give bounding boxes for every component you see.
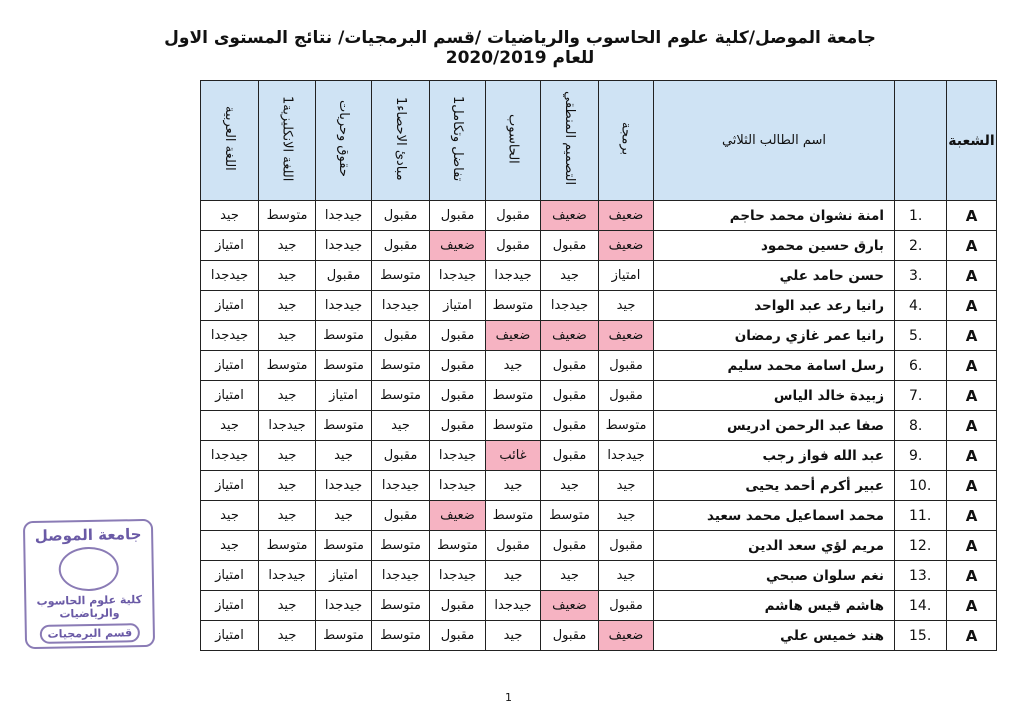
table-row [201,501,997,531]
grade-cell: مقبول [541,231,599,261]
grade-cell: جيد [201,501,259,531]
header-row [201,81,997,201]
grade-cell: جيدجدا [316,231,372,261]
section-cell: A [947,411,997,441]
grade-cell: جيد [316,501,372,531]
grade-cell: مقبول [430,591,486,621]
grade-cell: ضعيف [599,321,654,351]
grade-cell: متوسط [372,381,430,411]
grade-cell: جيدجدا [430,441,486,471]
section-cell: A [947,561,997,591]
header-subject [541,81,599,201]
student-name-cell: امنة نشوان محمد حاجم [654,201,895,231]
student-name-cell: رسل اسامة محمد سليم [654,351,895,381]
student-name-cell: هند خميس علي [654,621,895,651]
grade-cell: جيدجدا [259,561,316,591]
grade-cell: جيد [259,231,316,261]
row-number-cell: 15. [895,621,947,651]
table-row [201,261,997,291]
stamp-seal-emblem [58,546,119,591]
grade-cell: غائب [486,441,541,471]
row-number-cell: 6. [895,351,947,381]
section-cell: A [947,321,997,351]
subject-label: التصميم المنطقي [562,91,577,186]
grade-cell: جيد [599,561,654,591]
grade-cell: جيدجدا [430,471,486,501]
grade-cell: جيدجدا [372,291,430,321]
header-subject [201,81,259,201]
grade-cell: جيد [541,261,599,291]
results-table [200,80,997,651]
grade-cell: متوسط [486,291,541,321]
grade-cell: جيد [486,561,541,591]
grade-cell: جيدجدا [201,261,259,291]
subject-label: الحاسوب [505,113,521,164]
grade-cell: جيدجدا [316,471,372,501]
header-section [947,81,997,201]
student-name-cell: رانيا رعد عبد الواحد [654,291,895,321]
section-cell: A [947,381,997,411]
grade-cell: جيد [201,411,259,441]
row-number-cell: 7. [895,381,947,411]
grade-cell: جيد [541,561,599,591]
grade-cell: متوسط [372,351,430,381]
grade-cell: متوسط [372,621,430,651]
grade-cell: مقبول [372,501,430,531]
section-cell: A [947,261,997,291]
row-number-cell: 8. [895,411,947,441]
stamp-university: جامعة الموصل [34,525,142,545]
grade-cell: امتياز [316,381,372,411]
header-name-label: اسم الطالب الثلاثي [721,133,827,148]
header-subject [316,81,372,201]
section-cell: A [947,591,997,621]
grade-cell: مقبول [599,381,654,411]
grade-cell: ضعيف [541,321,599,351]
grade-cell: مقبول [430,411,486,441]
table-row [201,381,997,411]
section-cell: A [947,201,997,231]
section-cell: A [947,291,997,321]
section-cell: A [947,441,997,471]
grade-cell: متوسط [430,531,486,561]
grade-cell: متوسط [486,501,541,531]
subject-label: اللغة الانكليزية1 [279,95,295,182]
grade-cell: متوسط [486,411,541,441]
table-row [201,561,997,591]
grade-cell: جيد [201,531,259,561]
grade-cell: ضعيف [486,321,541,351]
grade-cell: مقبول [372,201,430,231]
section-cell: A [947,531,997,561]
student-name-cell: هاشم قيس هاشم [654,591,895,621]
grade-cell: جيد [259,591,316,621]
grade-cell: جيد [599,501,654,531]
row-number-cell: 3. [895,261,947,291]
grade-cell: جيدجدا [372,561,430,591]
stamp-college: كلية علوم الحاسوب والرياضيات [36,593,143,621]
section-cell: A [947,621,997,651]
grade-cell: مقبول [541,381,599,411]
grade-cell: جيد [599,471,654,501]
header-subject [259,81,316,201]
grade-cell: متوسط [259,531,316,561]
grade-cell: جيد [486,621,541,651]
grade-cell: متوسط [372,261,430,291]
row-number-cell: 1. [895,201,947,231]
grade-cell: جيد [259,441,316,471]
grade-cell: مقبول [541,531,599,561]
student-name-cell: زبيدة خالد الياس [654,381,895,411]
grade-cell: جيدجدا [201,441,259,471]
document-title: جامعة الموصل/كلية علوم الحاسوب والرياضيات /قسم البرمجيات/ نتائج المستوى الاول للعام 2020/2019 [164,28,876,68]
grade-cell: جيد [316,441,372,471]
grade-cell: جيد [486,351,541,381]
grade-cell: جيد [259,381,316,411]
stamp-department: قسم البرمجيات [40,623,140,644]
grade-cell: متوسط [486,381,541,411]
header-subject [599,81,654,201]
grade-cell: متوسط [316,531,372,561]
grade-cell: جيدجدا [259,411,316,441]
grade-cell: جيد [259,501,316,531]
grade-cell: مقبول [316,261,372,291]
grade-cell: مقبول [486,201,541,231]
table-row [201,441,997,471]
student-name-cell: حسن حامد علي [654,261,895,291]
grade-cell: مقبول [541,621,599,651]
grade-cell: امتياز [201,471,259,501]
student-name-cell: محمد اسماعيل محمد سعيد [654,501,895,531]
grade-cell: امتياز [201,291,259,321]
header-subject [486,81,541,201]
grade-cell: امتياز [201,591,259,621]
subject-label: مبادئ الاحصاء1 [393,96,408,181]
grade-cell: مقبول [430,381,486,411]
grade-cell: جيدجدا [486,261,541,291]
grade-cell: جيدجدا [430,561,486,591]
grade-cell: امتياز [599,261,654,291]
grade-cell: جيدجدا [316,201,372,231]
table-row [201,591,997,621]
grade-cell: جيدجدا [316,591,372,621]
grade-cell: امتياز [430,291,486,321]
grade-cell: مقبول [599,591,654,621]
section-cell: A [947,471,997,501]
header-name [654,81,895,201]
grade-cell: متوسط [316,411,372,441]
table-row [201,471,997,501]
page-number: 1 [505,691,512,704]
grade-cell: امتياز [201,561,259,591]
grade-cell: جيدجدا [541,291,599,321]
header-section-label: الشعبة [948,132,995,149]
grade-cell: جيد [541,471,599,501]
grade-cell: مقبول [430,621,486,651]
grade-cell: مقبول [486,531,541,561]
student-name-cell: بارق حسين محمود [654,231,895,261]
table-row [201,201,997,231]
grade-cell: ضعيف [599,201,654,231]
grade-cell: ضعيف [430,231,486,261]
grade-cell: جيدجدا [201,321,259,351]
grade-cell: متوسط [259,201,316,231]
grade-cell: جيدجدا [316,291,372,321]
grade-cell: مقبول [486,231,541,261]
grade-cell: متوسط [599,411,654,441]
grade-cell: مقبول [430,351,486,381]
grade-cell: جيد [259,291,316,321]
grade-cell: مقبول [430,201,486,231]
grade-cell: جيدجدا [599,441,654,471]
header-subject [430,81,486,201]
grade-cell: متوسط [316,351,372,381]
grade-cell: متوسط [541,501,599,531]
department-stamp [23,519,155,649]
grade-cell: جيد [599,291,654,321]
grade-cell: جيد [259,261,316,291]
table-row [201,531,997,561]
grade-cell: مقبول [372,321,430,351]
table-row [201,351,997,381]
row-number-cell: 9. [895,441,947,471]
grade-cell: ضعيف [541,591,599,621]
grade-cell: جيدجدا [486,591,541,621]
grade-cell: امتياز [201,351,259,381]
grade-cell: مقبول [599,531,654,561]
grade-cell: جيدجدا [430,261,486,291]
grade-cell: متوسط [316,621,372,651]
grade-cell: جيد [259,621,316,651]
grade-cell: متوسط [372,531,430,561]
subject-label: تفاضل وتكامل1 [450,95,465,182]
table-row [201,411,997,441]
grade-cell: مقبول [541,441,599,471]
section-cell: A [947,501,997,531]
row-number-cell: 5. [895,321,947,351]
header-number [895,81,947,201]
grade-cell: مقبول [541,351,599,381]
student-name-cell: عبد الله فواز رجب [654,441,895,471]
grade-cell: مقبول [430,321,486,351]
grade-cell: امتياز [201,381,259,411]
grade-cell: ضعيف [599,621,654,651]
grade-cell: امتياز [201,231,259,261]
subject-label: حقوق وحريات [336,100,351,177]
table-row [201,321,997,351]
subject-label: اللغة العربية [222,106,237,171]
grade-cell: ضعيف [599,231,654,261]
row-number-cell: 4. [895,291,947,321]
student-name-cell: مريم لؤي سعد الدين [654,531,895,561]
row-number-cell: 13. [895,561,947,591]
grade-cell: جيد [486,471,541,501]
grade-cell: مقبول [372,441,430,471]
row-number-cell: 14. [895,591,947,621]
grade-cell: امتياز [201,621,259,651]
section-cell: A [947,231,997,261]
grade-cell: جيد [201,201,259,231]
grade-cell: جيدجدا [372,471,430,501]
row-number-cell: 2. [895,231,947,261]
grade-cell: جيد [259,321,316,351]
section-cell: A [947,351,997,381]
student-name-cell: عبير أكرم أحمد يحيى [654,471,895,501]
table-body [201,201,997,651]
grade-cell: جيد [372,411,430,441]
grade-cell: متوسط [259,351,316,381]
header-subject [372,81,430,201]
grade-cell: مقبول [541,411,599,441]
grade-cell: متوسط [372,591,430,621]
grade-cell: متوسط [316,321,372,351]
row-number-cell: 11. [895,501,947,531]
grade-cell: مقبول [372,231,430,261]
student-name-cell: نغم سلوان صبحي [654,561,895,591]
table-row [201,231,997,261]
student-name-cell: صفا عبد الرحمن ادريس [654,411,895,441]
grade-cell: جيد [259,471,316,501]
table-row [201,621,997,651]
student-name-cell: رانيا عمر غازي رمضان [654,321,895,351]
grade-cell: ضعيف [541,201,599,231]
subject-label: برمجة [618,121,634,156]
grade-cell: امتياز [316,561,372,591]
row-number-cell: 12. [895,531,947,561]
grade-cell: ضعيف [430,501,486,531]
table-row [201,291,997,321]
grade-cell: مقبول [599,351,654,381]
row-number-cell: 10. [895,471,947,501]
